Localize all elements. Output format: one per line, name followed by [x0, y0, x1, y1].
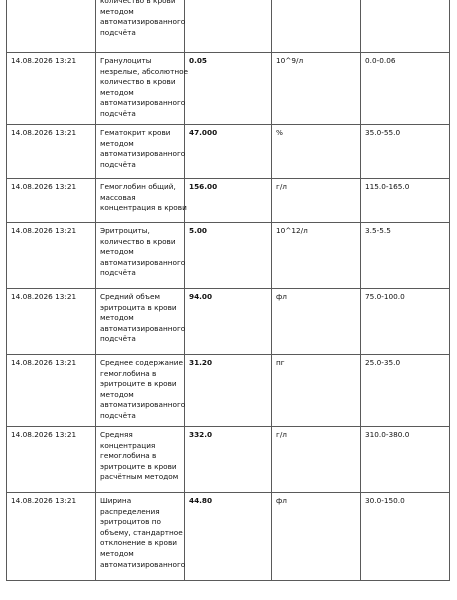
test-name-line: методом	[100, 87, 134, 97]
unit-cell: 10^12/л	[272, 223, 361, 289]
reference-range-cell: 3.5-5.5	[361, 223, 450, 289]
result-date-cell: 14.08.2026 13:21	[7, 493, 96, 581]
test-name-line: Эритроциты,	[100, 226, 150, 235]
test-name-line: автоматизированного	[100, 559, 186, 569]
unit-cell: %	[272, 125, 361, 179]
test-name-cell	[96, 493, 185, 581]
test-name-line: Гематокрит крови	[100, 128, 171, 137]
table-row	[7, 0, 450, 53]
reference-range-cell: 35.0-55.0	[361, 125, 450, 179]
result-date-cell: 14.08.2026 13:21	[7, 223, 96, 289]
result-date-cell: 14.08.2026 13:21	[7, 427, 96, 493]
test-name-line: подсчёта	[100, 159, 136, 169]
result-value-cell: 156.00	[185, 179, 272, 223]
test-name-line: методом	[100, 138, 134, 148]
result-value-cell	[185, 0, 272, 53]
unit-cell: 10^9/л	[272, 53, 361, 125]
test-name-line: объему, стандартное	[100, 527, 183, 537]
test-name-line: автоматизированного	[100, 400, 186, 410]
result-date-cell: 14.08.2026 13:21	[7, 179, 96, 223]
test-name-line: методом	[100, 548, 134, 558]
test-name-line: гемоглобина в	[100, 368, 157, 378]
table-row	[7, 53, 450, 125]
test-name-line: массовая	[100, 192, 136, 202]
test-name-cell	[96, 355, 185, 427]
test-name-line: концентрация в крови	[100, 203, 187, 213]
test-name-line: расчётным методом	[100, 472, 179, 482]
result-value-cell: 44.80	[185, 493, 272, 581]
reference-range-cell: 25.0-35.0	[361, 355, 450, 427]
result-date-cell	[7, 0, 96, 53]
test-name-line: подсчёта	[100, 334, 136, 344]
reference-range-cell: 30.0-150.0	[361, 493, 450, 581]
test-name-line: Ширина	[100, 496, 132, 505]
test-name-line: Гемоглобин общий,	[100, 182, 176, 191]
test-name-cell	[96, 223, 185, 289]
test-name-line: методом	[100, 6, 134, 16]
result-value-cell: 94.00	[185, 289, 272, 355]
test-name-line: распределения	[100, 506, 160, 516]
test-name-line: автоматизированного	[100, 149, 186, 159]
lab-results-table	[6, 0, 450, 581]
test-name-line: автоматизированного	[100, 257, 186, 267]
unit-cell: пг	[272, 355, 361, 427]
test-name-line: подсчёта	[100, 108, 136, 118]
test-name-line: автоматизированного	[100, 98, 186, 108]
reference-range-cell: 75.0-100.0	[361, 289, 450, 355]
lab-results-body	[7, 0, 450, 581]
test-name-line: Среднее содержание	[100, 358, 184, 367]
test-name-cell	[96, 289, 185, 355]
reference-range-cell: 0.0-0.06	[361, 53, 450, 125]
test-name-line: гемоглобина в	[100, 451, 157, 461]
table-row	[7, 493, 450, 581]
test-name-line: отклонение в крови	[100, 538, 177, 548]
unit-cell: г/л	[272, 427, 361, 493]
table-row	[7, 179, 450, 223]
test-name-line: концентрация	[100, 440, 156, 450]
test-name-line: Средний объем	[100, 292, 160, 301]
test-name-line: подсчёта	[100, 410, 136, 420]
unit-cell: г/л	[272, 179, 361, 223]
table-row	[7, 125, 450, 179]
test-name-line: количество в крови	[100, 236, 176, 246]
test-name-cell	[96, 0, 185, 53]
table-row	[7, 223, 450, 289]
test-name-cell	[96, 125, 185, 179]
result-value-cell: 47.000	[185, 125, 272, 179]
test-name-line: Гранулоциты	[100, 56, 152, 65]
table-row	[7, 427, 450, 493]
test-name-line: подсчёта	[100, 268, 136, 278]
test-name-line: количество в крови	[100, 0, 176, 5]
test-name-cell	[96, 179, 185, 223]
unit-cell: фл	[272, 289, 361, 355]
result-value-cell: 31.20	[185, 355, 272, 427]
test-name-line: эритроцита в крови	[100, 302, 177, 312]
result-value-cell: 332.0	[185, 427, 272, 493]
test-name-line: эритроцитов по	[100, 517, 162, 527]
test-name-line: подсчёта	[100, 27, 136, 37]
unit-cell	[272, 0, 361, 53]
reference-range-cell: 115.0-165.0	[361, 179, 450, 223]
result-date-cell: 14.08.2026 13:21	[7, 355, 96, 427]
result-value-cell: 5.00	[185, 223, 272, 289]
test-name-line: эритроците в крови	[100, 379, 177, 389]
reference-range-cell	[361, 0, 450, 53]
test-name-line: методом	[100, 313, 134, 323]
test-name-line: методом	[100, 389, 134, 399]
test-name-cell	[96, 53, 189, 125]
unit-cell: фл	[272, 493, 361, 581]
test-name-line: эритроците в крови	[100, 461, 177, 471]
test-name-line: автоматизированного	[100, 323, 186, 333]
test-name-cell	[96, 427, 185, 493]
table-row	[7, 355, 450, 427]
table-row	[7, 289, 450, 355]
result-date-cell: 14.08.2026 13:21	[7, 289, 96, 355]
test-name-line: незрелые, абсолютное	[100, 66, 189, 76]
test-name-line: методом	[100, 247, 134, 257]
reference-range-cell: 310.0-380.0	[361, 427, 450, 493]
test-name-line: количество в крови	[100, 77, 176, 87]
result-date-cell: 14.08.2026 13:21	[7, 53, 96, 125]
result-value-cell: 0.05	[185, 53, 272, 125]
result-date-cell: 14.08.2026 13:21	[7, 125, 96, 179]
test-name-line: автоматизированного	[100, 17, 186, 27]
test-name-line: Средняя	[100, 430, 133, 439]
